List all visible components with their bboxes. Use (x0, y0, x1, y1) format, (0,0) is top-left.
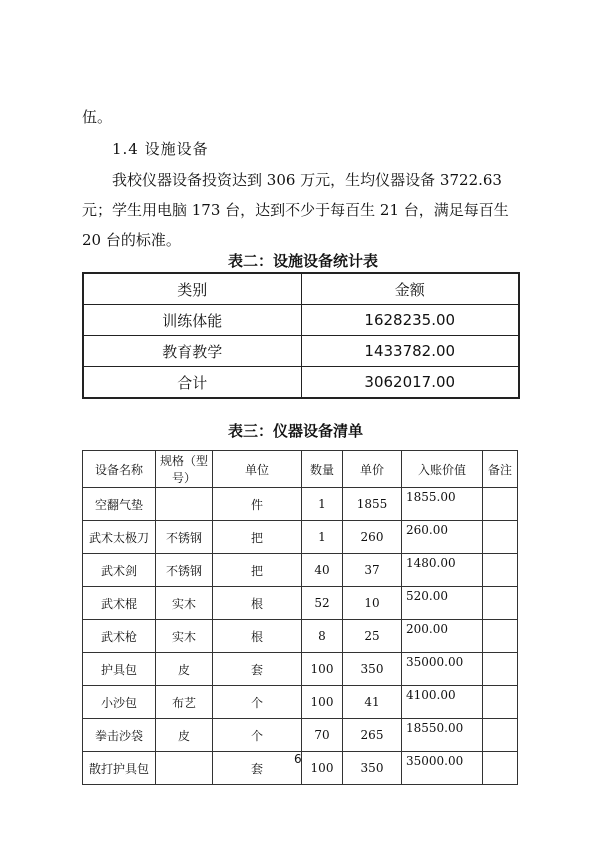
unit-cell: 件 (213, 488, 302, 521)
quantity-cell: 52 (302, 587, 343, 620)
unit-price-cell: 265 (343, 719, 402, 752)
unit-price-cell: 350 (343, 653, 402, 686)
table-row (83, 521, 518, 554)
unit-cell: 个 (213, 719, 302, 752)
book-value-cell: 1855.00 (402, 488, 483, 521)
equipment-name-cell: 散打护具包 (83, 752, 156, 785)
header-unit: 单位 (213, 451, 302, 488)
unit-cell: 套 (213, 653, 302, 686)
remark-cell (483, 620, 518, 653)
unit-price-cell: 25 (343, 620, 402, 653)
book-value-cell: 35000.00 (402, 653, 483, 686)
book-value-cell: 4100.00 (402, 686, 483, 719)
spec-cell: 实木 (156, 620, 213, 653)
remark-cell (483, 719, 518, 752)
equipment-name-cell: 护具包 (83, 653, 156, 686)
header-spec: 规格（型号） (156, 451, 213, 488)
unit-cell: 把 (213, 521, 302, 554)
quantity-cell: 100 (302, 686, 343, 719)
equipment-name-cell: 武术剑 (83, 554, 156, 587)
spec-cell (156, 488, 213, 521)
spec-cell: 实木 (156, 587, 213, 620)
spec-cell (156, 752, 213, 785)
table-row (83, 488, 518, 521)
paragraph-line-2: 元；学生用电脑 173 台，达到不少于每百生 21 台，满足每百生 (82, 201, 509, 219)
unit-price-cell: 350 (343, 752, 402, 785)
header-amount: 金额 (301, 273, 519, 305)
quantity-cell: 70 (302, 719, 343, 752)
amount-cell: 3062017.00 (301, 367, 519, 399)
remark-cell (483, 587, 518, 620)
page-number: 6 (294, 752, 302, 766)
remark-cell (483, 488, 518, 521)
paragraph-line-3: 20 台的标准。 (82, 231, 181, 249)
table-row (83, 367, 519, 399)
remark-cell (483, 752, 518, 785)
table-header-row (83, 273, 519, 305)
book-value-cell: 520.00 (402, 587, 483, 620)
unit-cell: 套 (213, 752, 302, 785)
equipment-name-cell: 武术太极刀 (83, 521, 156, 554)
table-row (83, 305, 519, 336)
quantity-cell: 40 (302, 554, 343, 587)
book-value-cell: 1480.00 (402, 554, 483, 587)
table-row (83, 620, 518, 653)
book-value-cell: 260.00 (402, 521, 483, 554)
spec-cell: 不锈钢 (156, 521, 213, 554)
header-name: 设备名称 (83, 451, 156, 488)
table-header-row (83, 451, 518, 488)
table-row (83, 653, 518, 686)
equipment-name-cell: 武术棍 (83, 587, 156, 620)
unit-cell: 个 (213, 686, 302, 719)
quantity-cell: 8 (302, 620, 343, 653)
table3-title: 表三：仪器设备清单 (228, 422, 364, 440)
header-category: 类别 (83, 273, 301, 305)
amount-cell: 1433782.00 (301, 336, 519, 367)
quantity-cell: 100 (302, 752, 343, 785)
unit-price-cell: 1855 (343, 488, 402, 521)
equipment-name-cell: 拳击沙袋 (83, 719, 156, 752)
paragraph-line-wu: 伍。 (82, 108, 113, 126)
section-heading: 1.4 设施设备 (112, 140, 209, 158)
table-row (83, 554, 518, 587)
header-remark: 备注 (483, 451, 518, 488)
quantity-cell: 100 (302, 653, 343, 686)
category-cell: 训练体能 (83, 305, 301, 336)
equipment-name-cell: 武术枪 (83, 620, 156, 653)
unit-cell: 把 (213, 554, 302, 587)
quantity-cell: 1 (302, 488, 343, 521)
category-cell: 教育教学 (83, 336, 301, 367)
unit-cell: 根 (213, 620, 302, 653)
spec-cell: 不锈钢 (156, 554, 213, 587)
book-value-cell: 18550.00 (402, 719, 483, 752)
spec-cell: 皮 (156, 653, 213, 686)
unit-price-cell: 260 (343, 521, 402, 554)
book-value-cell: 200.00 (402, 620, 483, 653)
equipment-name-cell: 小沙包 (83, 686, 156, 719)
quantity-cell: 1 (302, 521, 343, 554)
table-row (83, 587, 518, 620)
remark-cell (483, 554, 518, 587)
remark-cell (483, 521, 518, 554)
spec-cell: 布艺 (156, 686, 213, 719)
equipment-name-cell: 空翻气垫 (83, 488, 156, 521)
facility-summary-table (82, 272, 520, 399)
category-cell: 合计 (83, 367, 301, 399)
paragraph-line-1: 我校仪器设备投资达到 306 万元，生均仪器设备 3722.63 (112, 171, 502, 189)
amount-cell: 1628235.00 (301, 305, 519, 336)
equipment-list-table (82, 450, 518, 785)
remark-cell (483, 653, 518, 686)
table-row (83, 719, 518, 752)
table2-title: 表二：设施设备统计表 (228, 252, 379, 270)
spec-cell: 皮 (156, 719, 213, 752)
table-row (83, 336, 519, 367)
unit-price-cell: 41 (343, 686, 402, 719)
header-unit-price: 单价 (343, 451, 402, 488)
header-book-value: 入账价值 (402, 451, 483, 488)
unit-cell: 根 (213, 587, 302, 620)
header-quantity: 数量 (302, 451, 343, 488)
unit-price-cell: 10 (343, 587, 402, 620)
remark-cell (483, 686, 518, 719)
unit-price-cell: 37 (343, 554, 402, 587)
book-value-cell: 35000.00 (402, 752, 483, 785)
table-row (83, 686, 518, 719)
